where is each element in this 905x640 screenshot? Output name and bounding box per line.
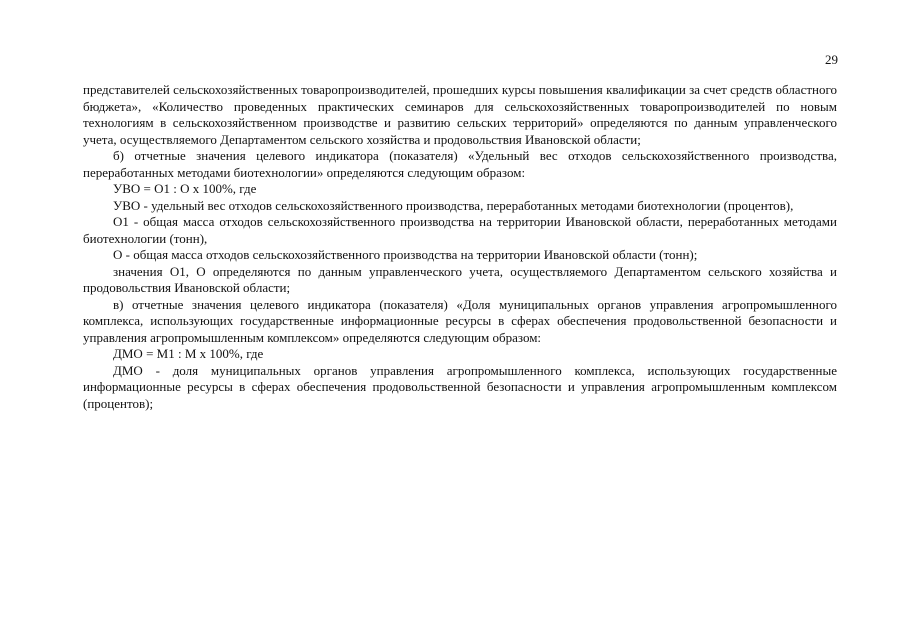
paragraph-item-b: б) отчетные значения целевого индикатора (показателя) «Удельный вес отходов сельскохозяйственного производства, переработанных методами биотехнологии» определяются следующим образом: <box>83 148 837 180</box>
paragraph-values-source: значения О1, О определяются по данным управленческого учета, осуществляемого Департаментом сельского хозяйства и продовольствия Ивановской области; <box>83 263 837 295</box>
definition-o1: О1 - общая масса отходов сельскохозяйственного производства на территории Ивановской области, переработанных методами биотехнологии (тонн), <box>83 214 837 246</box>
page-number: 29 <box>825 52 838 67</box>
paragraph-continuation: представителей сельскохозяйственных товаропроизводителей, прошедших курсы повышения квалификации за счет средств областного бюджета», «Количество проведенных практических семинаров для сельскохозяйственных товаропроизводителей по новым технологиям в сельскохозяйственном производстве и развитию сельских территорий» определяются по данным управленческого учета, осуществляемого Департаментом сельского хозяйства и продовольствия Ивановской области; <box>83 82 837 147</box>
definition-uvo: УВО - удельный вес отходов сельскохозяйственного производства, переработанных методами биотехнологии (процентов), <box>113 197 794 213</box>
paragraph-item-v: в) отчетные значения целевого индикатора (показателя) «Доля муниципальных органов управления агропромышленного комплекса, использующих государственные информационные ресурсы в сферах обеспечения продовольственной безопасности и управления агропромышленным комплексом» определяются следующим образом: <box>83 296 837 345</box>
definition-dmo: ДМО - доля муниципальных органов управления агропромышленного комплекса, использующих государственные информационные ресурсы в сферах обеспечения продовольственной безопасности и управления агропромышленным комплексом (процентов); <box>83 362 837 411</box>
definition-o: О - общая масса отходов сельскохозяйственного производства на территории Ивановской области (тонн); <box>113 247 698 262</box>
document-body <box>83 82 837 412</box>
formula-uvo: УВО = О1 : О х 100%, где <box>113 181 257 196</box>
formula-dmo: ДМО = М1 : М х 100%, где <box>113 346 264 361</box>
